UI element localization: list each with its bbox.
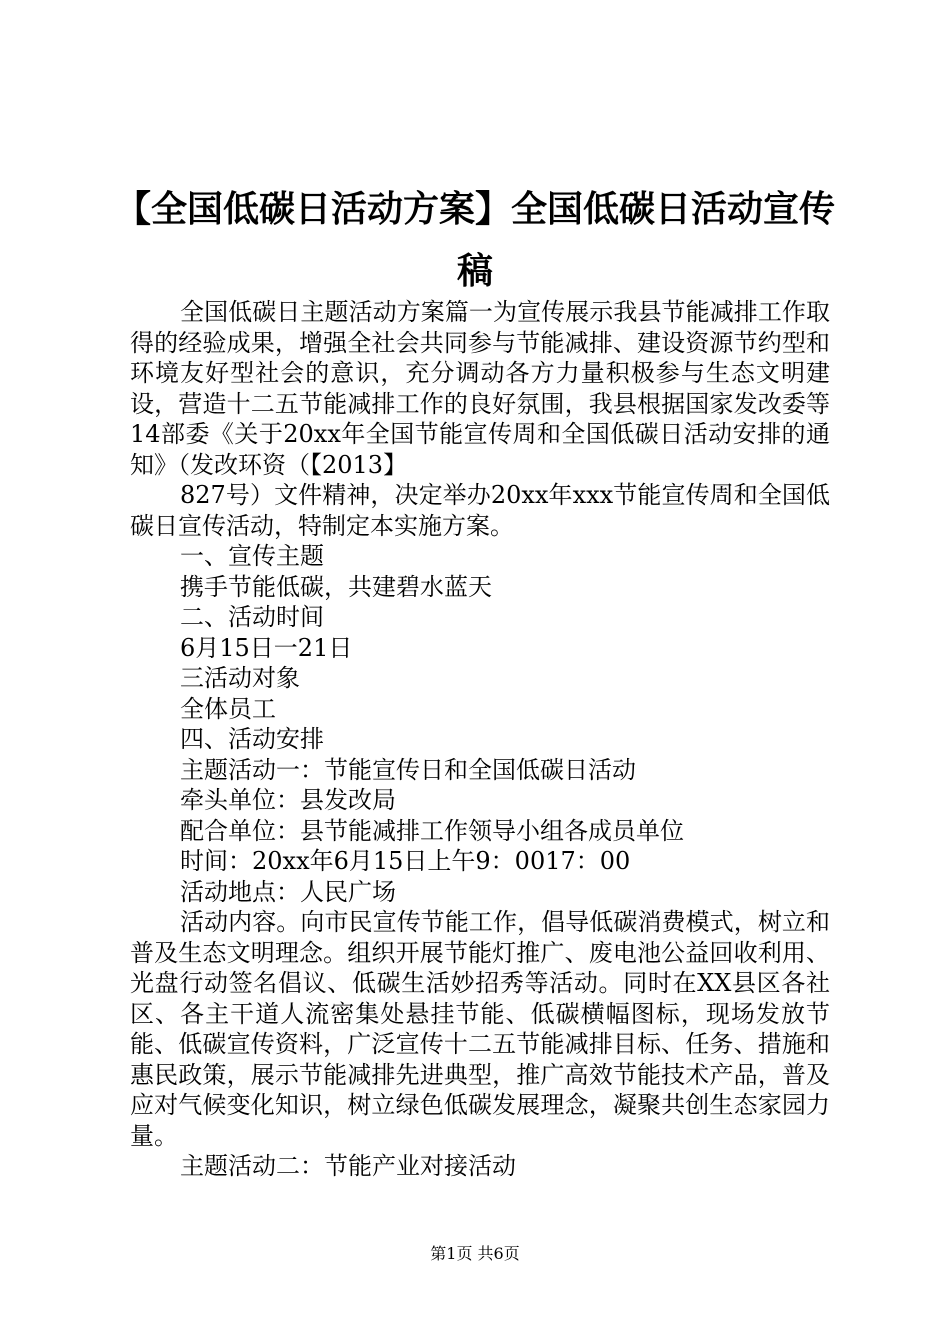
section-heading-audience: 三活动对象 (180, 664, 300, 692)
paragraph-lead-unit: 牵头单位：县发改局 (180, 786, 396, 814)
paragraph-activity-one: 主题活动一：节能宣传日和全国低碳日活动 (180, 755, 636, 784)
section-heading-theme: 一、宣传主题 (180, 542, 324, 570)
document-body (130, 297, 830, 1182)
paragraph-activity-time: 时间：20xx年6月15日上午9：0017：00 (180, 847, 631, 875)
paragraph-theme: 携手节能低碳，共建碧水蓝天 (180, 572, 492, 601)
paragraph-activity-two: 主题活动二：节能产业对接活动 (180, 1152, 516, 1180)
paragraph-intro-cont: 827号）文件精神，决定举办20xx年xxx节能宣传周和全国低碳日宣传活动，特制定本实施方案。 (130, 481, 830, 540)
section-heading-arrangement: 四、活动安排 (180, 725, 324, 753)
paragraph-audience: 全体员工 (180, 694, 276, 723)
paragraph-time: 6月15日一21日 (180, 633, 353, 662)
paragraph-activity-content: 活动内容。向市民宣传节能工作，倡导低碳消费模式，树立和普及生态文明理念。组织开展节能灯推广、废电池公益回收利用、光盘行动签名倡议、低碳生活妙招秀等活动。同时在XX县区各社区、各主干道人流密集处悬挂节能、低碳横幅图标，现场发放节能、低碳宣传资料，广泛宣传十二五节能减排目标、任务、措施和惠民政策，展示节能减排先进典型，推广高效节能技术产品，普及应对气候变化知识，树立绿色低碳发展理念，凝聚共创生态家园力量。 (130, 908, 830, 1150)
document-title: 【全国低碳日活动方案】全国低碳日活动宣传稿 (114, 188, 835, 292)
page-number-footer: 第1页 共6页 (430, 1244, 520, 1263)
section-heading-time: 二、活动时间 (180, 603, 324, 631)
paragraph-activity-location: 活动地点：人民广场 (180, 877, 396, 906)
paragraph-intro: 全国低碳日主题活动方案篇一为宣传展示我县节能减排工作取得的经验成果，增强全社会共同参与节能减排、建设资源节约型和环境友好型社会的意识，充分调动各方力量积极参与生态文明建设，营造十二五节能减排工作的良好氛围，我县根据国家发改委等14部委《关于20xx年全国节能宣传周和全国低碳日活动安排的通知》（发改环资（【2013】 (130, 298, 830, 479)
paragraph-cooperating-units: 配合单位：县节能减排工作领导小组各成员单位 (180, 816, 684, 845)
